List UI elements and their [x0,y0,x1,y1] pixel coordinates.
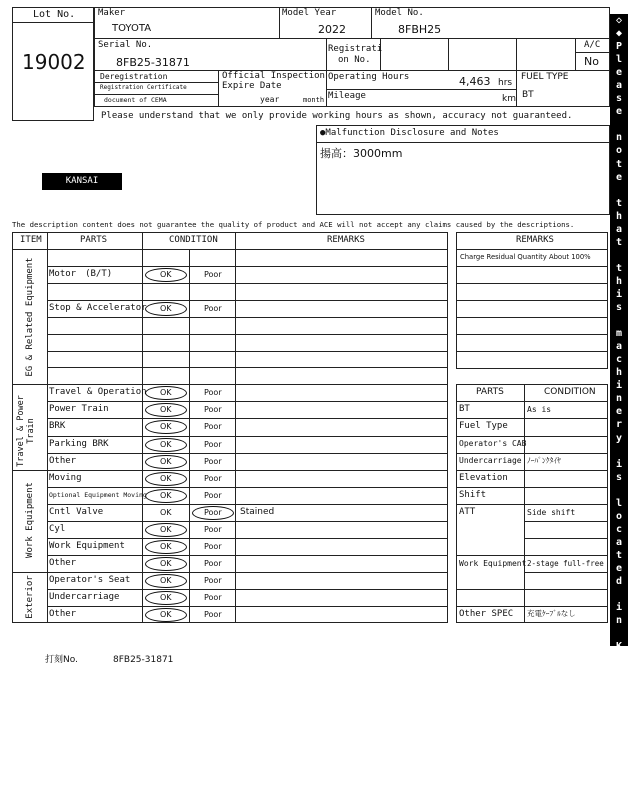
side-notice-char: a [615,654,623,666]
side-notice-char: ◇ [615,15,623,26]
poor-option[interactable]: Poor [204,507,222,517]
parts-header: PARTS [80,235,108,245]
part-label: Other [49,557,77,568]
right-remarks-first: Charge Residual Quantity About 100% [460,253,591,261]
stamp-label: 打刻No. [45,655,78,665]
dereg-cert-label: Registration Certificate [100,84,187,91]
poor-option[interactable]: Poor [204,524,222,534]
right-part-work-equipment: Work Equipment [459,559,527,568]
right-cond-work-equipment: 2-stage full-free [527,559,604,568]
inspection-label: Official Inspection [222,71,325,81]
km-unit: km [502,94,516,104]
side-notice-char: e [615,171,623,183]
side-notice-char: y [615,432,623,444]
side-notice-char: t [615,549,623,561]
side-notice-char: a [615,536,623,548]
side-notice-char: e [615,67,623,79]
condition-header: CONDITION [169,235,218,245]
ok-option[interactable]: OK [160,558,172,568]
right-part-bt: BT [459,404,470,414]
side-notice-char [610,445,628,458]
month-label: month [303,96,325,104]
side-notice-char: a [615,341,623,353]
side-notice-char: r [615,758,623,770]
ok-option[interactable]: OK [160,387,172,397]
dereg-label: Deregistration [100,72,168,81]
poor-option[interactable]: Poor [204,303,222,313]
part-label: Other [49,608,77,619]
side-notice-char: s [615,93,623,105]
part-label: Parking BRK [49,438,109,449]
inspection-label-2: Expire Date [222,81,282,91]
poor-option[interactable]: Poor [204,558,222,568]
side-notice-char: ◆ [615,28,623,40]
operating-hours-value: 4,463 [459,75,491,88]
hours-notice: Please understand that we only provide working hours as shown, accuracy not guaranteed. [101,111,573,121]
side-notice-char: n [615,667,623,679]
part-label: Optional Equipment Moving [49,491,147,499]
serial-label: Serial No. [98,40,153,50]
right-part-att: ATT [459,507,476,517]
side-notice-char: h [615,210,623,222]
side-notice-char [610,484,628,497]
side-notice-char [610,719,628,732]
right-part-shift: Shift [459,490,487,500]
right-remarks-header: REMARKS [516,235,554,245]
registration-label-2: on No. [338,55,371,65]
group-travel-label: Travel & Power Train [16,395,36,467]
ok-selected-mark [145,608,187,622]
side-notice-char [610,184,628,197]
right-cond-bt: As is [527,405,552,414]
side-notice-char: l [615,54,623,66]
mileage-label: Mileage [328,91,366,101]
model-no-label: Model No. [375,8,424,18]
side-notice-char: i [615,288,623,300]
poor-option[interactable]: Poor [204,592,222,602]
ok-selected-mark [145,386,187,400]
side-notice-char: P [615,41,623,53]
poor-option[interactable]: Poor [204,387,222,397]
side-notice-char: s [615,471,623,483]
side-notice-char: i [615,706,623,718]
side-notice-char: o [615,145,623,157]
part-label: Stop & Accelerator [49,302,147,313]
fuel-type-value: BT [522,90,534,100]
ok-option[interactable]: OK [160,575,172,585]
side-notice-char: K [615,641,623,653]
side-notice-char: ◇ [615,797,623,809]
side-notice-char: e [615,562,623,574]
side-notice-char: ◆ [615,784,623,796]
ok-selected-mark [145,472,187,486]
ok-option[interactable]: OK [160,541,172,551]
poor-option[interactable]: Poor [204,269,222,279]
side-notice-char: a [615,80,623,92]
maker-value: TOYOTA [112,23,152,34]
ok-selected-mark [145,540,187,554]
poor-option[interactable]: Poor [204,404,222,414]
location-badge: KANSAI [42,173,122,190]
year-label: year [260,95,280,104]
part-label: Cyl [49,523,66,534]
side-notice-char: h [615,367,623,379]
ok-option[interactable]: OK [160,456,172,466]
side-notice-char: i [615,458,623,470]
right-part-elevation: Elevation [459,473,508,483]
ac-label: A/C [584,40,601,50]
side-notice-char: e [615,406,623,418]
side-notice-char: i [615,602,623,614]
ok-option[interactable]: OK [160,303,172,313]
poor-option[interactable]: Poor [204,575,222,585]
ok-option[interactable]: OK [160,269,172,279]
ok-option[interactable]: OK [160,404,172,414]
part-label: Work Equipment [49,540,125,551]
ok-selected-mark [145,523,187,537]
lot-number: 19002 [22,50,86,74]
malfunction-title: ●Malfunction Disclosure and Notes [320,128,499,138]
ok-option[interactable]: OK [160,473,172,483]
ac-value: No [584,55,599,68]
operating-hours-label: Operating Hours [328,72,410,82]
side-notice-char: n [615,615,623,627]
part-label: Other [49,455,77,466]
ok-option[interactable]: OK [160,524,172,534]
ok-selected-mark [145,403,187,417]
part-label: Moving [49,472,82,483]
right-part-fuel: Fuel Type [459,421,508,431]
part-label: Operator's Seat [49,574,131,585]
ok-selected-mark [145,489,187,503]
poor-option[interactable]: Poor [204,541,222,551]
ok-option[interactable]: OK [160,592,172,602]
dereg-doc-label: document of CEMA [104,96,167,104]
remark-text: Stained [240,506,275,517]
ok-option[interactable]: OK [160,490,172,500]
ok-option[interactable]: OK [160,609,172,619]
poor-option[interactable]: Poor [204,609,222,619]
hrs-unit: hrs [498,78,513,88]
side-notice-char: r [615,419,623,431]
side-notice-char: n [615,132,623,144]
ok-selected-mark [145,574,187,588]
registration-label: Registrati [328,44,383,54]
part-label: Travel & Operation [49,386,147,397]
side-notice-char: Y [615,732,623,744]
side-notice-char: a [615,223,623,235]
part-label: Power Train [49,403,109,414]
side-notice-char: o [615,510,623,522]
right-part-cab: Operator's CAB [459,439,527,448]
ok-selected-mark [145,438,187,452]
side-notice-char: d [615,771,623,783]
side-notice-char: c [615,523,623,535]
poor-option[interactable]: Poor [204,439,222,449]
side-notice-char: t [615,236,623,248]
right-parts-header: PARTS [476,387,504,397]
side-notice-char: c [615,354,623,366]
stamp-value: 8FB25-31871 [113,655,174,665]
remarks-header: REMARKS [327,235,365,245]
ok-option[interactable]: OK [160,421,172,431]
side-notice-char: t [615,262,623,274]
ok-selected-mark [145,302,187,316]
side-notice-char: a [615,745,623,757]
side-notice-char: t [615,197,623,209]
poor-option[interactable]: Poor [204,473,222,483]
side-notice-char [610,118,628,131]
side-notice-char: e [615,106,623,118]
side-notice-char: m [615,328,623,340]
side-notice-char [610,314,628,327]
group-exterior-label: Exterior [25,575,35,619]
right-cond-att: Side shift [527,508,576,517]
side-notice-char [610,588,628,601]
side-notice-bar [610,14,628,809]
right-part-other-spec: Other SPEC [459,609,514,619]
right-condition-header: CONDITION [544,387,596,397]
ok-selected-mark [145,455,187,469]
model-year-label: Model Year [282,8,337,18]
side-notice-char [610,249,628,262]
side-notice-char: h [615,275,623,287]
ok-selected-mark [145,557,187,571]
side-notice-char: s [615,680,623,692]
poor-option[interactable]: Poor [204,456,222,466]
ok-selected-mark [145,591,187,605]
group-work-label: Work Equipment [25,482,35,558]
ok-selected-mark [145,420,187,434]
model-no-value: 8FBH25 [398,23,442,36]
part-label: Motor (B/T) [49,268,113,279]
ok-selected-mark [145,268,187,282]
side-notice-char: i [615,380,623,392]
poor-option[interactable]: Poor [204,490,222,500]
fuel-type-label: FUEL TYPE [521,72,569,82]
side-notice-char [610,627,628,640]
part-label: Cntl Valve [49,506,104,517]
right-part-undercarriage: Undercarriage [459,456,522,465]
part-label: BRK [49,420,66,431]
disclaimer: The description content does not guarantee the quality of product and ACE will not accept any claims caused by the descriptions. [12,220,575,229]
side-notice-char: s [615,302,623,314]
part-label: Undercarriage [49,591,120,602]
model-year-value: 2022 [318,23,346,36]
lot-no-label: Lot No. [33,9,76,20]
side-notice-char: n [615,393,623,405]
side-notice-char: d [615,576,623,588]
ok-option[interactable]: OK [160,439,172,449]
side-notice-char: t [615,158,623,170]
group-eg-label: EG & Related Equipment [25,257,35,377]
poor-selected-mark [192,506,234,520]
side-notice-char: l [615,497,623,509]
malfunction-note: 揚高：3000mm [320,147,403,160]
item-header: ITEM [20,235,42,245]
right-cond-undercarriage: ﾉｰﾊﾟﾝｸﾀｲﾔ [527,456,561,465]
poor-option[interactable]: Poor [204,421,222,431]
maker-label: Maker [98,8,126,18]
ok-option[interactable]: OK [160,507,172,517]
right-cond-other-spec: 充電ｹｰﾌﾞﾙなし [527,609,576,618]
serial-value: 8FB25-31871 [116,56,190,69]
side-notice-char: a [615,693,623,705]
